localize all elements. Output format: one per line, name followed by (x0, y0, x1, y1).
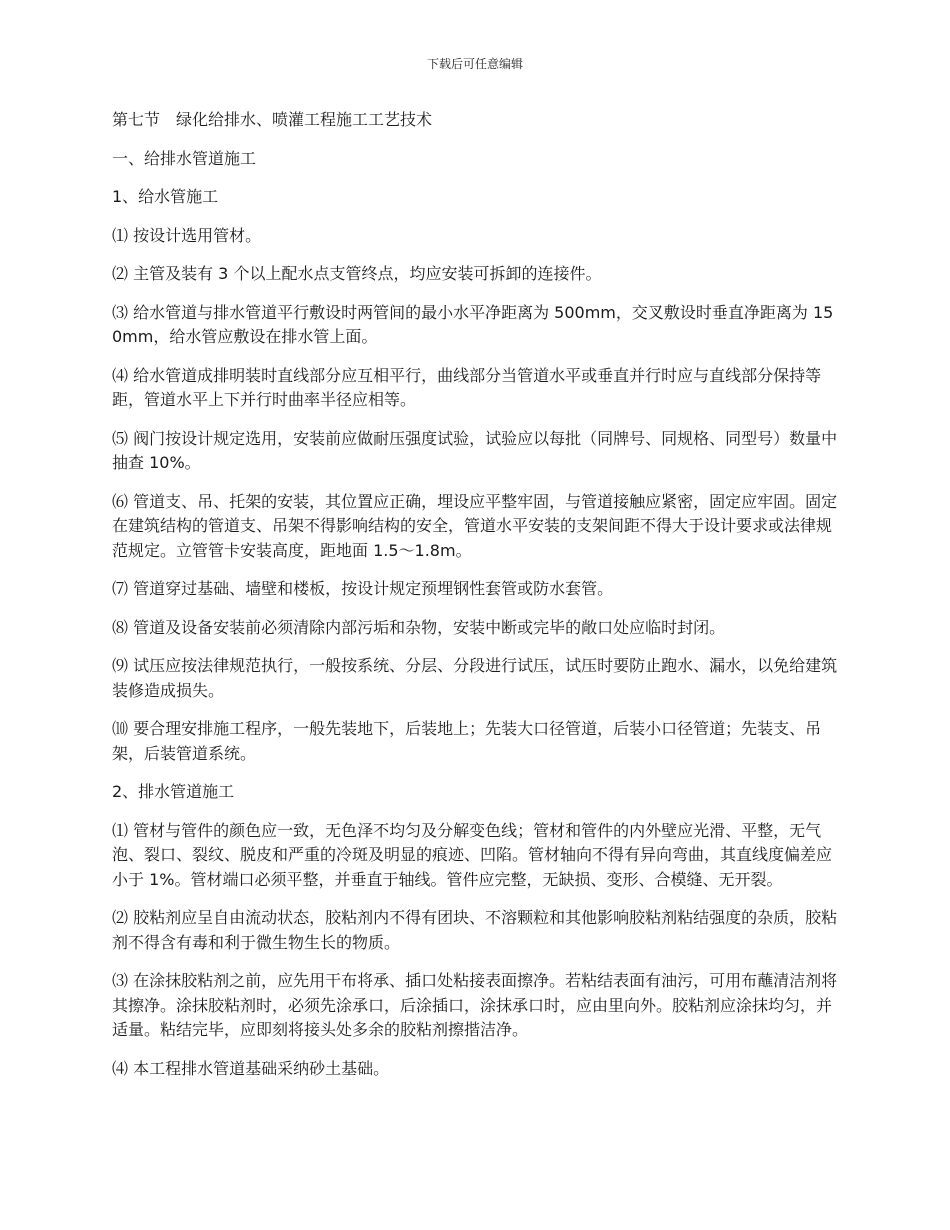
page-header: 下载后可任意编辑 (426, 57, 523, 71)
paragraph: ⑷ 给水管道成排明装时直线部分应互相平行，曲线部分当管道水平或垂直并行时应与直线部分保持等距，管道水平上下并行时曲率半径应相等。 (112, 365, 822, 409)
paragraph: ⑶ 在涂抹胶粘剂之前，应先用干布将承、插口处粘接表面擦净。若粘结表面有油污，可用布蘸清洁剂将其擦净。涂抹胶粘剂时，必须先涂承口，后涂插口，涂抹承口时，应由里向外。胶粘剂应涂抹均匀，并适量。粘结完毕，应即刻将接头处多余的胶粘剂擦揩洁净。 (112, 971, 838, 1039)
subheading-supply-pipe: 1、给水管施工 (112, 187, 219, 206)
paragraph: ⑼ 试压应按法律规范执行，一般按系统、分层、分段进行试压，试压时要防止跑水、漏水，以免给建筑装修造成损失。 (112, 656, 838, 700)
paragraph: ⑴ 按设计选用管材。 (112, 225, 262, 245)
paragraph: ⑶ 给水管道与排水管道平行敷设时两管间的最小水平净距离为 500mm，交叉敷设时垂直净距离为 150mm，给水管应敷设在排水管上面。 (112, 302, 834, 346)
paragraph: ⑵ 胶粘剂应呈自由流动状态，胶粘剂内不得有团块、不溶颗粒和其他影响胶粘剂粘结强度的杂质，胶粘剂不得含有毒和利于微生物生长的物质。 (112, 908, 838, 952)
paragraph: ⑵ 主管及装有 3 个以上配水点支管终点，均应安装可拆卸的连接件。 (112, 264, 602, 283)
paragraph: ⑻ 管道及设备安装前必须清除内部污垢和杂物，安装中断或完毕的敞口处应临时封闭。 (112, 617, 726, 637)
paragraph: ⑽ 要合理安排施工程序，一般先装地下，后装地上；先装大口径管道，后装小口径管道；先装支、吊架，后装管道系统。 (112, 719, 822, 763)
document-body (112, 108, 840, 1095)
paragraph: ⑴ 管材与管件的颜色应一致，无色泽不均匀及分解变色线；管材和管件的内外壁应光滑、平整，无气泡、裂口、裂纹、脱皮和严重的冷斑及明显的痕迹、凹陷。管材轴向不得有异向弯曲，其直线度偏差应小于 1%。管材端口必须平整，并垂直于轴线。管件应完整，无缺损、变形、合模缝、无开裂。 (112, 820, 833, 889)
paragraph: ⑺ 管道穿过基础、墙壁和楼板，按设计规定预埋钢性套管或防水套管。 (112, 579, 614, 598)
paragraph: ⑸ 阀门按设计规定选用，安装前应做耐压强度试验，试验应以每批（同牌号、同规格、同型号）数量中抽查 10%。 (112, 428, 838, 472)
section-title: 第七节 绿化给排水、喷灌工程施工工艺技术 (112, 110, 433, 129)
paragraph: ⑷ 本工程排水管道基础采纳砂土基础。 (112, 1058, 390, 1078)
heading-water-pipe-construction: 一、给排水管道施工 (112, 148, 257, 168)
paragraph: ⑹ 管道支、吊、托架的安装，其位置应正确，埋设应平整牢固，与管道接触应紧密，固定应牢固。固定在建筑结构的管道支、吊架不得影响结构的安全，管道水平安装的支架间距不得大于设计要求或法律规范规定。立管管卡安装高度，距地面 1.5～1.8m。 (112, 491, 838, 560)
subheading-drain-pipe: 2、排水管道施工 (112, 782, 235, 801)
